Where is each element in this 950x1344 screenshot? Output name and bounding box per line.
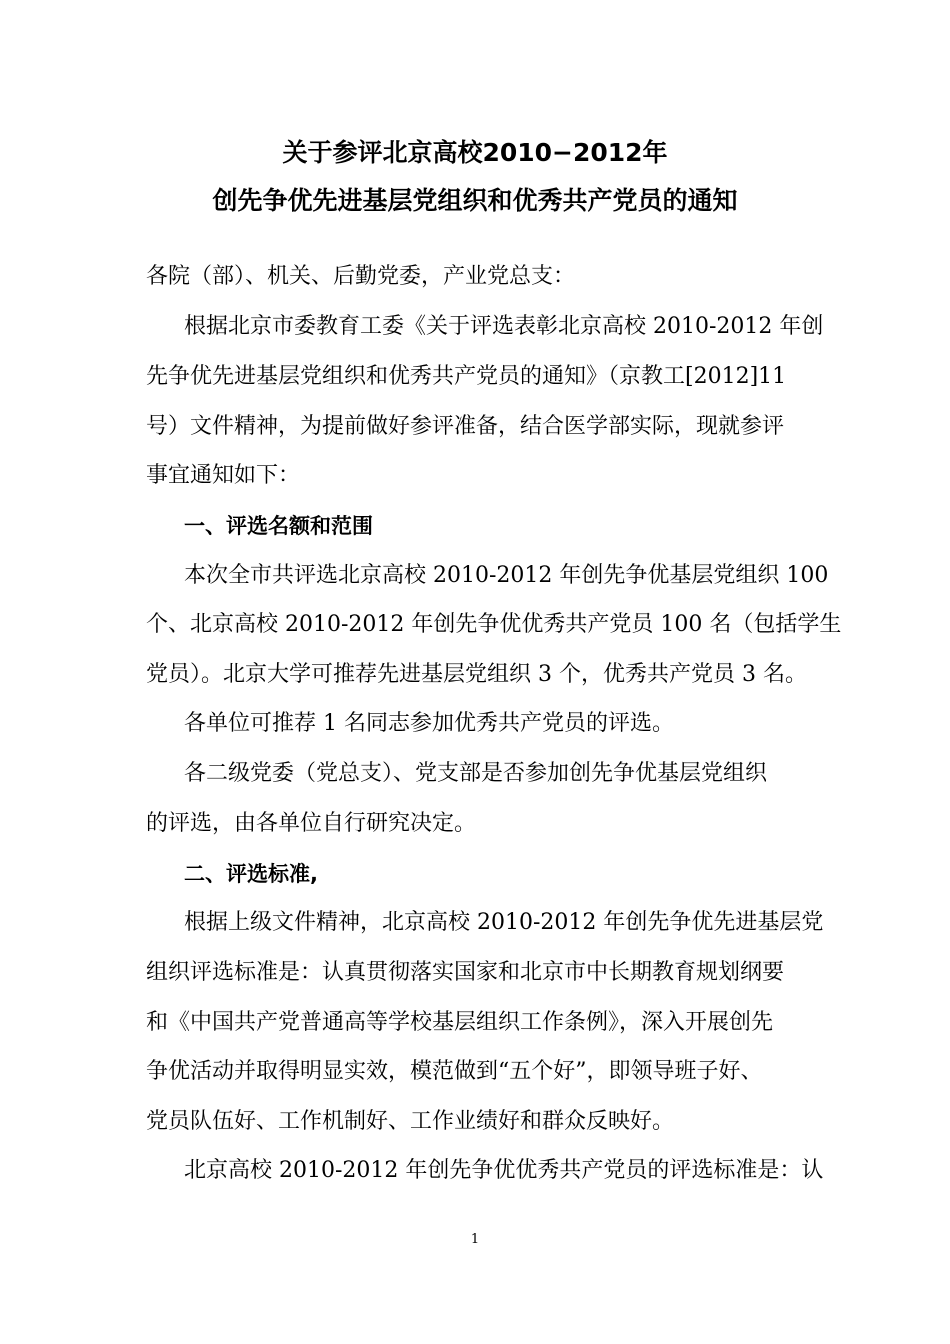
paragraph-line: 组织评选标准是：认真贯彻落实国家和北京市中长期教育规划纲要	[146, 960, 785, 985]
paragraph-line: 党员）。北京大学可推荐先进基层党组织 3 个，优秀共产党员 3 名。	[146, 662, 807, 687]
paragraph-line: 本次全市共评选北京高校 2010-2012 年创先争优基层党组织 100	[184, 563, 829, 588]
paragraph-line: 北京高校 2010-2012 年创先争优优秀共产党员的评选标准是：认	[184, 1158, 824, 1183]
paragraph-line: 党员队伍好、工作机制好、工作业绩好和群众反映好。	[146, 1109, 675, 1134]
paragraph-line: 和《中国共产党普通高等学校基层组织工作条例》，深入开展创先	[146, 1010, 774, 1035]
paragraph-line: 根据上级文件精神，北京高校 2010-2012 年创先争优先进基层党	[184, 910, 824, 935]
paragraph-line: 各单位可推荐 1 名同志参加优秀共产党员的评选。	[184, 711, 674, 736]
document-title-line-1: 关于参评北京高校2010−2012年	[282, 138, 668, 167]
paragraph-line: 争优活动并取得明显实效，模范做到“五个好”，即领导班子好、	[146, 1059, 763, 1084]
intro-line: 号）文件精神，为提前做好参评准备，结合医学部实际，现就参评	[146, 414, 785, 439]
intro-line: 根据北京市委教育工委《关于评选表彰北京高校 2010-2012 年创	[184, 314, 824, 339]
document-title-line-2: 创先争优先进基层党组织和优秀共产党员的通知	[212, 186, 738, 215]
page-number: 1	[470, 1232, 480, 1247]
intro-line: 事宜通知如下：	[146, 463, 301, 488]
section-heading-1: 一、评选名额和范围	[184, 514, 373, 538]
section-heading-2: 二、评选标准,	[184, 862, 318, 886]
intro-line: 先争优先进基层党组织和优秀共产党员的通知》（京教工[2012]11	[146, 364, 787, 389]
salutation: 各院（部）、机关、后勤党委，产业党总支：	[146, 264, 576, 289]
paragraph-line: 的评选，由各单位自行研究决定。	[146, 811, 477, 836]
paragraph-line: 各二级党委（党总支）、党支部是否参加创先争优基层党组织	[184, 761, 768, 786]
paragraph-line: 个、北京高校 2010-2012 年创先争优优秀共产党员 100 名（包括学生	[146, 612, 842, 637]
